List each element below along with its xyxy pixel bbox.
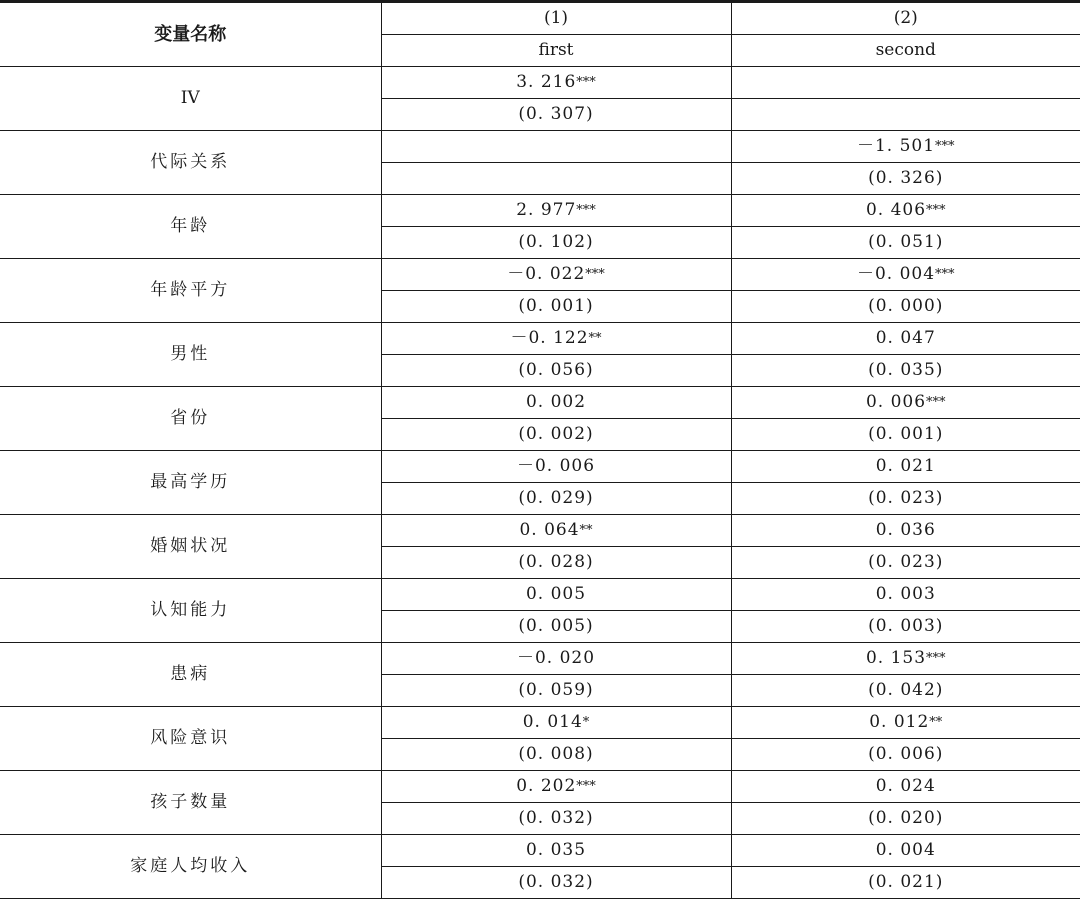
coefficient-value: －0. 004 xyxy=(856,264,936,284)
coefficient-cell-c2 xyxy=(731,131,1080,163)
table-row xyxy=(0,707,1080,739)
standard-error-cell-c2: (0. 035) xyxy=(731,355,1080,387)
standard-error-cell-c1: (0. 032) xyxy=(381,803,731,835)
standard-error-cell-c2: (0. 042) xyxy=(731,675,1080,707)
coefficient-cell-c2 xyxy=(731,195,1080,227)
coefficient-cell-c1 xyxy=(381,451,731,483)
coefficient-cell-c1 xyxy=(381,259,731,291)
coefficient-cell-c1 xyxy=(381,643,731,675)
coefficient-value: 0. 035 xyxy=(525,840,587,860)
coefficient-value: 0. 036 xyxy=(875,520,936,540)
coefficient-value: 0. 005 xyxy=(525,584,587,604)
coefficient-cell-c1 xyxy=(381,195,731,227)
significance-stars: *** xyxy=(585,267,605,282)
header-row-numbers xyxy=(0,2,1080,35)
significance-stars: *** xyxy=(926,203,946,218)
variable-name-cell: 最高学历 xyxy=(0,451,381,515)
variable-name-cell: 家庭人均收入 xyxy=(0,835,381,899)
standard-error-cell-c1: (0. 032) xyxy=(381,867,731,899)
standard-error-cell-c1: (0. 005) xyxy=(381,611,731,643)
variable-name-cell: 年龄 xyxy=(0,195,381,259)
variable-name-cell: 风险意识 xyxy=(0,707,381,771)
table-row xyxy=(0,67,1080,99)
standard-error-cell-c2: (0. 023) xyxy=(731,547,1080,579)
variable-name-cell: IV xyxy=(0,67,381,131)
coefficient-value: 0. 202 xyxy=(516,776,577,796)
table-row xyxy=(0,771,1080,803)
variable-name-cell: 认知能力 xyxy=(0,579,381,643)
coefficient-cell-c2 xyxy=(731,643,1080,675)
variable-name-header: 变量名称 xyxy=(0,2,381,67)
coefficient-value: 0. 002 xyxy=(525,392,587,412)
coefficient-cell-c2 xyxy=(731,579,1080,611)
column-2-number: (2) xyxy=(731,2,1080,35)
significance-stars: ** xyxy=(588,331,602,346)
variable-name-cell: 婚姻状况 xyxy=(0,515,381,579)
coefficient-cell-c2 xyxy=(731,67,1080,99)
variable-name-cell: 省份 xyxy=(0,387,381,451)
coefficient-cell-c1 xyxy=(381,835,731,867)
table-row xyxy=(0,131,1080,163)
coefficient-cell-c2 xyxy=(731,451,1080,483)
coefficient-cell-c2 xyxy=(731,707,1080,739)
coefficient-value: 0. 012 xyxy=(869,712,930,732)
coefficient-value: 0. 004 xyxy=(875,840,936,860)
coefficient-cell-c1 xyxy=(381,771,731,803)
significance-stars: *** xyxy=(926,395,946,410)
coefficient-value: 0. 064 xyxy=(519,520,580,540)
standard-error-cell-c1: (0. 008) xyxy=(381,739,731,771)
standard-error-cell-c2: (0. 051) xyxy=(731,227,1080,259)
standard-error-cell-c1: (0. 029) xyxy=(381,483,731,515)
coefficient-cell-c2 xyxy=(731,771,1080,803)
coefficient-cell-c1 xyxy=(381,67,731,99)
standard-error-cell-c2: (0. 003) xyxy=(731,611,1080,643)
standard-error-cell-c1: (0. 002) xyxy=(381,419,731,451)
standard-error-cell-c2: (0. 020) xyxy=(731,803,1080,835)
coefficient-value: 0. 406 xyxy=(865,200,927,220)
standard-error-cell-c1: (0. 307) xyxy=(381,99,731,131)
significance-stars: *** xyxy=(576,779,596,794)
coefficient-value: －1. 501 xyxy=(856,136,936,156)
significance-stars: *** xyxy=(576,75,596,90)
coefficient-value: 3. 216 xyxy=(516,72,577,92)
table-row xyxy=(0,835,1080,867)
table-row xyxy=(0,579,1080,611)
significance-stars: *** xyxy=(576,203,596,218)
variable-name-cell: 代际关系 xyxy=(0,131,381,195)
coefficient-value: 0. 024 xyxy=(875,776,936,796)
table-row xyxy=(0,643,1080,675)
standard-error-cell-c2: (0. 023) xyxy=(731,483,1080,515)
coefficient-value: 0. 003 xyxy=(875,584,936,604)
coefficient-cell-c1 xyxy=(381,515,731,547)
coefficient-cell-c2 xyxy=(731,515,1080,547)
coefficient-value: 0. 047 xyxy=(875,328,936,348)
standard-error-cell-c2: (0. 001) xyxy=(731,419,1080,451)
table-row xyxy=(0,195,1080,227)
table-row xyxy=(0,515,1080,547)
standard-error-cell-c1: (0. 102) xyxy=(381,227,731,259)
standard-error-cell-c2 xyxy=(731,99,1080,131)
coefficient-value: －0. 020 xyxy=(516,648,596,668)
variable-name-cell: 孩子数量 xyxy=(0,771,381,835)
coefficient-cell-c1 xyxy=(381,131,731,163)
table-row xyxy=(0,323,1080,355)
coefficient-cell-c2 xyxy=(731,387,1080,419)
variable-name-cell: 年龄平方 xyxy=(0,259,381,323)
standard-error-cell-c2: (0. 006) xyxy=(731,739,1080,771)
significance-stars: *** xyxy=(935,267,955,282)
column-2-stage: second xyxy=(731,35,1080,67)
coefficient-cell-c2 xyxy=(731,323,1080,355)
column-1-number: (1) xyxy=(381,2,731,35)
significance-stars: * xyxy=(582,715,590,730)
coefficient-value: －0. 006 xyxy=(516,456,596,476)
coefficient-cell-c1 xyxy=(381,387,731,419)
standard-error-cell-c2: (0. 000) xyxy=(731,291,1080,323)
coefficient-value: 0. 021 xyxy=(875,456,936,476)
standard-error-cell-c2: (0. 326) xyxy=(731,163,1080,195)
standard-error-cell-c1: (0. 028) xyxy=(381,547,731,579)
coefficient-cell-c2 xyxy=(731,835,1080,867)
coefficient-value: 2. 977 xyxy=(516,200,577,220)
significance-stars: ** xyxy=(929,715,943,730)
standard-error-cell-c1: (0. 001) xyxy=(381,291,731,323)
coefficient-cell-c1 xyxy=(381,579,731,611)
coefficient-value: 0. 153 xyxy=(865,648,927,668)
variable-name-cell: 患病 xyxy=(0,643,381,707)
significance-stars: *** xyxy=(935,139,955,154)
significance-stars: *** xyxy=(926,651,946,666)
standard-error-cell-c2: (0. 021) xyxy=(731,867,1080,899)
coefficient-cell-c1 xyxy=(381,707,731,739)
table-row xyxy=(0,387,1080,419)
significance-stars: ** xyxy=(579,523,593,538)
coefficient-cell-c1 xyxy=(381,323,731,355)
table-body xyxy=(0,67,1080,899)
variable-name-cell: 男性 xyxy=(0,323,381,387)
coefficient-value: 0. 014 xyxy=(522,712,583,732)
coefficient-value: －0. 022 xyxy=(507,264,586,284)
standard-error-cell-c1 xyxy=(381,163,731,195)
column-1-stage: first xyxy=(381,35,731,67)
table-row xyxy=(0,451,1080,483)
coefficient-cell-c2 xyxy=(731,259,1080,291)
coefficient-value: 0. 006 xyxy=(865,392,927,412)
standard-error-cell-c1: (0. 059) xyxy=(381,675,731,707)
coefficient-value: －0. 122 xyxy=(510,328,589,348)
standard-error-cell-c1: (0. 056) xyxy=(381,355,731,387)
table-row xyxy=(0,259,1080,291)
